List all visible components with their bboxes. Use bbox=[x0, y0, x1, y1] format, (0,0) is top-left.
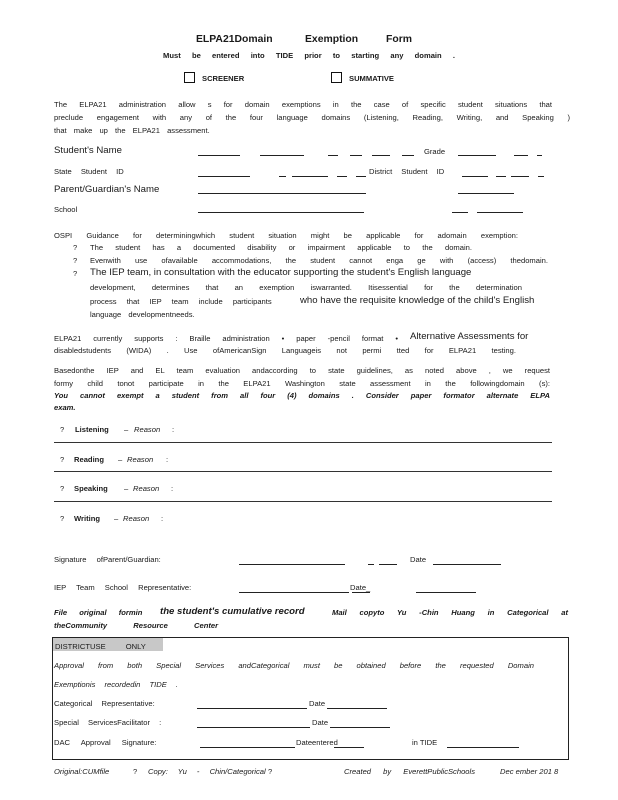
bullet-question-mark: ? bbox=[73, 243, 78, 252]
student-name-blank[interactable] bbox=[350, 155, 362, 156]
state-id-label: State Student ID bbox=[54, 167, 124, 176]
parent-signature-blank[interactable] bbox=[379, 564, 397, 565]
grade-blank[interactable] bbox=[514, 155, 528, 156]
domain-dash: – bbox=[114, 514, 119, 523]
school-blank-3[interactable] bbox=[477, 212, 523, 213]
guidance-bullet-3-line-3b: who have the requisite knowledge of the child's English bbox=[300, 295, 535, 306]
guardian-name-label: Parent/Guardian's Name bbox=[54, 184, 160, 195]
grade-label: Grade bbox=[424, 147, 446, 156]
domain-reason-label: Reason bbox=[127, 455, 154, 464]
parent-signature-blank[interactable] bbox=[368, 564, 374, 565]
form-title-part1: ELPA21Domain bbox=[196, 34, 273, 45]
guidance-bullet-1: The student has a documented disability or impairment applicable to the domain. bbox=[90, 243, 472, 252]
categorical-date-label: Date bbox=[309, 699, 326, 708]
state-id-blank[interactable] bbox=[356, 176, 366, 177]
domain-question-mark: ? bbox=[60, 425, 65, 434]
guidance-bullet-3-line-4: language developmentneeds. bbox=[90, 310, 195, 319]
domain-speaking-label: Speaking bbox=[74, 484, 108, 493]
state-id-blank[interactable] bbox=[279, 176, 286, 177]
dac-tide-blank[interactable] bbox=[447, 747, 519, 748]
file-instruction-3: theCommunity Resource Center bbox=[54, 621, 219, 630]
form-subtitle: Must be entered into TIDE prior to starting any domain . bbox=[163, 51, 455, 60]
domain-question-mark: ? bbox=[60, 455, 65, 464]
guardian-name-blank-2[interactable] bbox=[458, 193, 514, 194]
school-blank-2[interactable] bbox=[452, 212, 468, 213]
intro-line-2: preclude engagement with any of the four language domains (Listening, Reading, Writing, and Speaking ) bbox=[54, 113, 570, 122]
reading-reason-line[interactable] bbox=[54, 471, 552, 472]
summative-checkbox[interactable] bbox=[331, 72, 342, 83]
district-id-blank[interactable] bbox=[511, 176, 529, 177]
student-name-label: Student's Name bbox=[54, 145, 122, 156]
speaking-reason-line[interactable] bbox=[54, 501, 552, 502]
categorical-date-blank[interactable] bbox=[327, 708, 387, 709]
dac-approval-label: DAC Approval Signature: bbox=[54, 738, 157, 747]
categorical-signature-blank[interactable] bbox=[197, 708, 307, 709]
listening-reason-line[interactable] bbox=[54, 442, 552, 443]
supports-line-1b: Alternative Assessments for bbox=[410, 331, 529, 342]
school-label: School bbox=[54, 205, 78, 214]
student-name-blank[interactable] bbox=[372, 155, 390, 156]
footer-question-mark: ? bbox=[268, 767, 273, 776]
student-name-blank[interactable] bbox=[260, 155, 304, 156]
state-id-blank[interactable] bbox=[198, 176, 250, 177]
categorical-rep-label: Categorical Representative: bbox=[54, 699, 155, 708]
domain-writing-label: Writing bbox=[74, 514, 101, 523]
domain-dash: – bbox=[118, 455, 123, 464]
guardian-name-blank[interactable] bbox=[198, 193, 366, 194]
supports-line-1a: ELPA21 currently supports : Braille administration • paper -pencil format • bbox=[54, 334, 398, 343]
special-services-date-label: Date bbox=[312, 718, 329, 727]
intro-line-3: that make up the ELPA21 assessment. bbox=[54, 126, 210, 135]
supports-line-2: disabledstudents (WIDA) . Use ofAmericanSign Languageis not permi tted for ELPA21 testing. bbox=[54, 346, 516, 355]
domain-colon: : bbox=[172, 425, 175, 434]
summative-label: SUMMATIVE bbox=[349, 74, 394, 83]
district-tide-line: Exemptionis recordedin TIDE . bbox=[54, 680, 178, 689]
file-instruction-2: Mail copyto Yu -Chin Huang in Categorical at bbox=[332, 608, 568, 617]
special-services-signature-blank[interactable] bbox=[197, 727, 310, 728]
parent-date-blank[interactable] bbox=[433, 564, 501, 565]
dac-date-entered-blank[interactable] bbox=[334, 747, 364, 748]
district-id-blank[interactable] bbox=[538, 176, 544, 177]
student-name-blank[interactable] bbox=[328, 155, 338, 156]
domain-colon: : bbox=[161, 514, 164, 523]
guidance-bullet-2: Evenwith use ofavailable accommodations, the student cannot enga ge with (access) thedomain. bbox=[90, 256, 548, 265]
district-approval-line: Approval from both Special Services andCategorical must be obtained before the requested Domain bbox=[54, 661, 534, 670]
domain-reason-label: Reason bbox=[134, 425, 161, 434]
footer-copy: Copy: Yu - Chin/Categorical bbox=[148, 767, 266, 776]
iep-date-blank[interactable] bbox=[416, 592, 476, 593]
guidance-bullet-3-line-3a: process that IEP team include participants bbox=[90, 297, 272, 306]
parent-date-label: Date bbox=[410, 555, 427, 564]
guidance-bullet-3-line-2: development, determines that an exemption iswarranted. Itisessential for the determination bbox=[90, 283, 522, 292]
file-instruction-1: File original formin bbox=[54, 608, 143, 617]
guidance-bullet-3-line-1: The IEP team, in consultation with the educator supporting the student's English language bbox=[90, 267, 472, 278]
dac-signature-blank[interactable] bbox=[200, 747, 295, 748]
request-line-1: Basedonthe IEP and EL team evaluation andaccording to state guidelines, as noted above , we request bbox=[54, 366, 550, 375]
domain-dash: – bbox=[124, 484, 129, 493]
special-services-date-blank[interactable] bbox=[330, 727, 390, 728]
bullet-question-mark: ? bbox=[73, 256, 78, 265]
district-use-header: DISTRICTUSE ONLY bbox=[55, 642, 146, 651]
screener-label: SCREENER bbox=[202, 74, 245, 83]
iep-representative-label: IEP Team School Representative: bbox=[54, 583, 192, 592]
student-name-blank[interactable] bbox=[402, 155, 414, 156]
footer-question-mark: ? bbox=[133, 767, 138, 776]
bullet-question-mark: ? bbox=[73, 269, 78, 278]
domain-colon: : bbox=[171, 484, 174, 493]
footer-original: Original:CUMfile bbox=[54, 767, 110, 776]
footer-date: Dec ember 201 8 bbox=[500, 767, 559, 776]
district-id-label: District Student ID bbox=[369, 167, 445, 176]
domain-reason-label: Reason bbox=[133, 484, 160, 493]
domain-dash: – bbox=[124, 425, 129, 434]
file-cumulative-record: the student's cumulative record bbox=[160, 606, 305, 617]
school-blank[interactable] bbox=[198, 212, 364, 213]
iep-signature-blank[interactable] bbox=[239, 592, 349, 593]
dac-tide-label: in TIDE bbox=[412, 738, 438, 747]
request-line-2: formy child tonot participate in the ELPA21 Washington state assessment in the followingdomain (s): bbox=[54, 379, 550, 388]
guidance-intro: OSPI Guidance for determiningwhich student situation might be applicable for adomain exemption: bbox=[54, 231, 518, 240]
domain-colon: : bbox=[166, 455, 169, 464]
state-id-blank[interactable] bbox=[292, 176, 328, 177]
grade-blank[interactable] bbox=[458, 155, 496, 156]
request-warning: You cannot exempt a student from all four (4) domains . Consider paper formator alternate ELPA bbox=[54, 391, 550, 400]
footer-created: Created by EverettPublicSchools bbox=[344, 767, 476, 776]
parent-signature-blank[interactable] bbox=[239, 564, 345, 565]
district-id-blank[interactable] bbox=[496, 176, 506, 177]
request-warning-end: exam. bbox=[54, 403, 76, 412]
form-title-part2: Exemption bbox=[305, 34, 359, 45]
domain-listening-label: Listening bbox=[75, 425, 109, 434]
grade-blank[interactable] bbox=[537, 155, 542, 156]
parent-signature-label: Signature ofParent/Guardian: bbox=[54, 555, 161, 564]
special-services-label: Special ServicesFacilitator : bbox=[54, 718, 162, 727]
district-id-blank[interactable] bbox=[462, 176, 488, 177]
domain-reason-label: Reason bbox=[123, 514, 150, 523]
iep-date-underline bbox=[352, 592, 370, 593]
form-title-part3: Form bbox=[386, 34, 412, 45]
state-id-blank[interactable] bbox=[337, 176, 347, 177]
domain-reading-label: Reading bbox=[74, 455, 104, 464]
intro-line-1: The ELPA21 administration allow s for domain exemptions in the case of specific student situations that bbox=[54, 100, 552, 109]
iep-date-label: Date_ bbox=[350, 583, 371, 592]
domain-question-mark: ? bbox=[60, 484, 65, 493]
student-name-blank[interactable] bbox=[198, 155, 240, 156]
dac-date-entered-label: Dateentered bbox=[296, 738, 338, 747]
domain-question-mark: ? bbox=[60, 514, 65, 523]
screener-checkbox[interactable] bbox=[184, 72, 195, 83]
